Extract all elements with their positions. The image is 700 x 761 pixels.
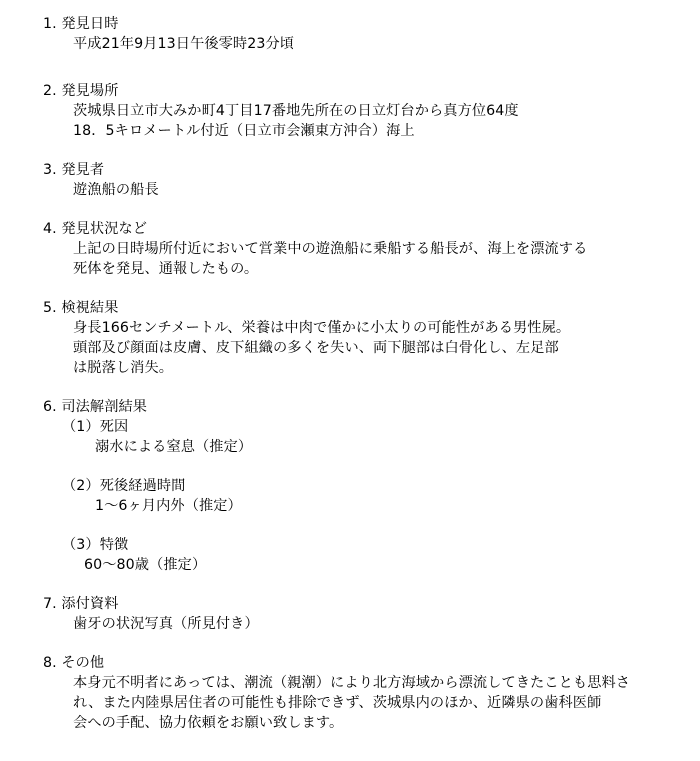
section-3-heading: 3. 発見者 [43, 162, 105, 178]
section-7-line-1: 歯牙の状況写真（所見付き） [73, 616, 259, 632]
section-8-line-2: れ、また内陸県居住者の可能性も排除できず、茨城県内のほか、近隣県の歯科医師 [73, 695, 602, 711]
subsection-1-value: 溺水による窒息（推定） [95, 439, 253, 455]
subsection-3-value: 60～80歳（推定） [84, 557, 207, 573]
section-3-line-1: 遊漁船の船長 [73, 182, 159, 198]
section-8-line-3: 会への手配、協力依頼をお願い致します。 [73, 715, 344, 731]
section-2-line-1: 茨城県日立市大みか町4丁目17番地先所在の日立灯台から真方位64度 [73, 103, 519, 119]
section-2-line-2: 18．5キロメートル付近（日立市会瀬東方沖合）海上 [73, 123, 415, 139]
section-6-heading: 6. 司法解剖結果 [43, 399, 148, 415]
section-1-heading: 1. 発見日時 [43, 16, 119, 32]
section-8-heading: 8. その他 [43, 655, 105, 671]
section-5-line-2: 頭部及び顔面は皮膚、皮下組織の多くを失い、両下腿部は白骨化し、左足部 [73, 340, 559, 356]
section-4-line-2: 死体を発見、通報したもの。 [73, 261, 259, 277]
subsection-2-title: （2）死後経過時間 [62, 478, 186, 494]
section-8-line-1: 本身元不明者にあっては、潮流（親潮）により北方海域から漂流してきたことも思料さ [73, 675, 631, 691]
section-4-line-1: 上記の日時場所付近において営業中の遊漁船に乗船する船長が、海上を漂流する [73, 241, 588, 257]
section-1-line-1: 平成21年9月13日午後零時23分頃 [73, 36, 295, 52]
subsection-3-title: （3）特徴 [62, 537, 129, 553]
subsection-1-title: （1）死因 [62, 419, 129, 435]
subsection-2-value: 1～6ヶ月内外（推定） [95, 498, 242, 514]
section-5-line-3: は脱落し消失。 [73, 360, 174, 376]
section-7-heading: 7. 添付資料 [43, 596, 119, 612]
section-5-heading: 5. 検視結果 [43, 300, 119, 316]
section-2-heading: 2. 発見場所 [43, 83, 119, 99]
section-4-heading: 4. 発見状況など [43, 221, 148, 237]
section-5-line-1: 身長166センチメートル、栄養は中肉で僅かに小太りの可能性がある男性屍。 [73, 320, 571, 336]
